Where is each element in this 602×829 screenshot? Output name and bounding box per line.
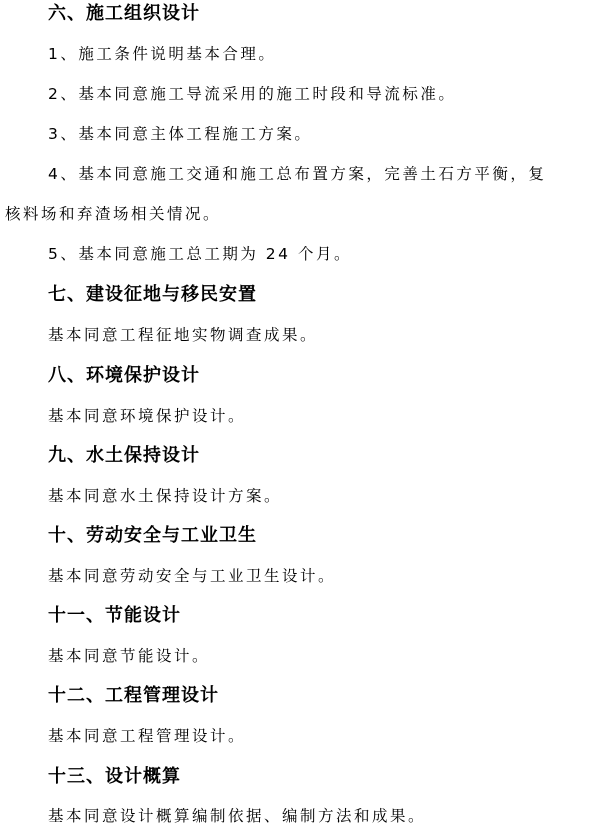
section-8-body: 基本同意环境保护设计。 bbox=[48, 407, 247, 425]
section-heading-13: 十三、设计概算 bbox=[48, 766, 181, 787]
section-10-body: 基本同意劳动安全与工业卫生设计。 bbox=[48, 567, 337, 585]
section-6-item-3: 3、基本同意主体工程施工方案。 bbox=[48, 125, 313, 143]
section-6-item-4-continuation: 核料场和弃渣场相关情况。 bbox=[5, 205, 222, 223]
section-13-body: 基本同意设计概算编制依据、编制方法和成果。 bbox=[48, 807, 427, 825]
section-7-body: 基本同意工程征地实物调查成果。 bbox=[48, 326, 319, 344]
section-heading-6: 六、施工组织设计 bbox=[48, 3, 200, 24]
section-heading-8: 八、环境保护设计 bbox=[48, 365, 200, 386]
section-12-body: 基本同意工程管理设计。 bbox=[48, 727, 247, 745]
section-9-body: 基本同意水土保持设计方案。 bbox=[48, 487, 283, 505]
section-6-item-4: 4、基本同意施工交通和施工总布置方案，完善土石方平衡，复 bbox=[48, 165, 547, 183]
section-11-body: 基本同意节能设计。 bbox=[48, 647, 211, 665]
section-heading-12: 十二、工程管理设计 bbox=[48, 685, 219, 706]
section-heading-9: 九、水土保持设计 bbox=[48, 445, 200, 466]
section-6-item-1: 1、施工条件说明基本合理。 bbox=[48, 45, 277, 63]
section-heading-10: 十、劳动安全与工业卫生 bbox=[48, 525, 257, 546]
section-heading-11: 十一、节能设计 bbox=[48, 605, 181, 626]
section-heading-7: 七、建设征地与移民安置 bbox=[48, 284, 257, 305]
section-6-item-2: 2、基本同意施工导流采用的施工时段和导流标准。 bbox=[48, 85, 457, 103]
section-6-item-5: 5、基本同意施工总工期为 24 个月。 bbox=[48, 245, 352, 263]
